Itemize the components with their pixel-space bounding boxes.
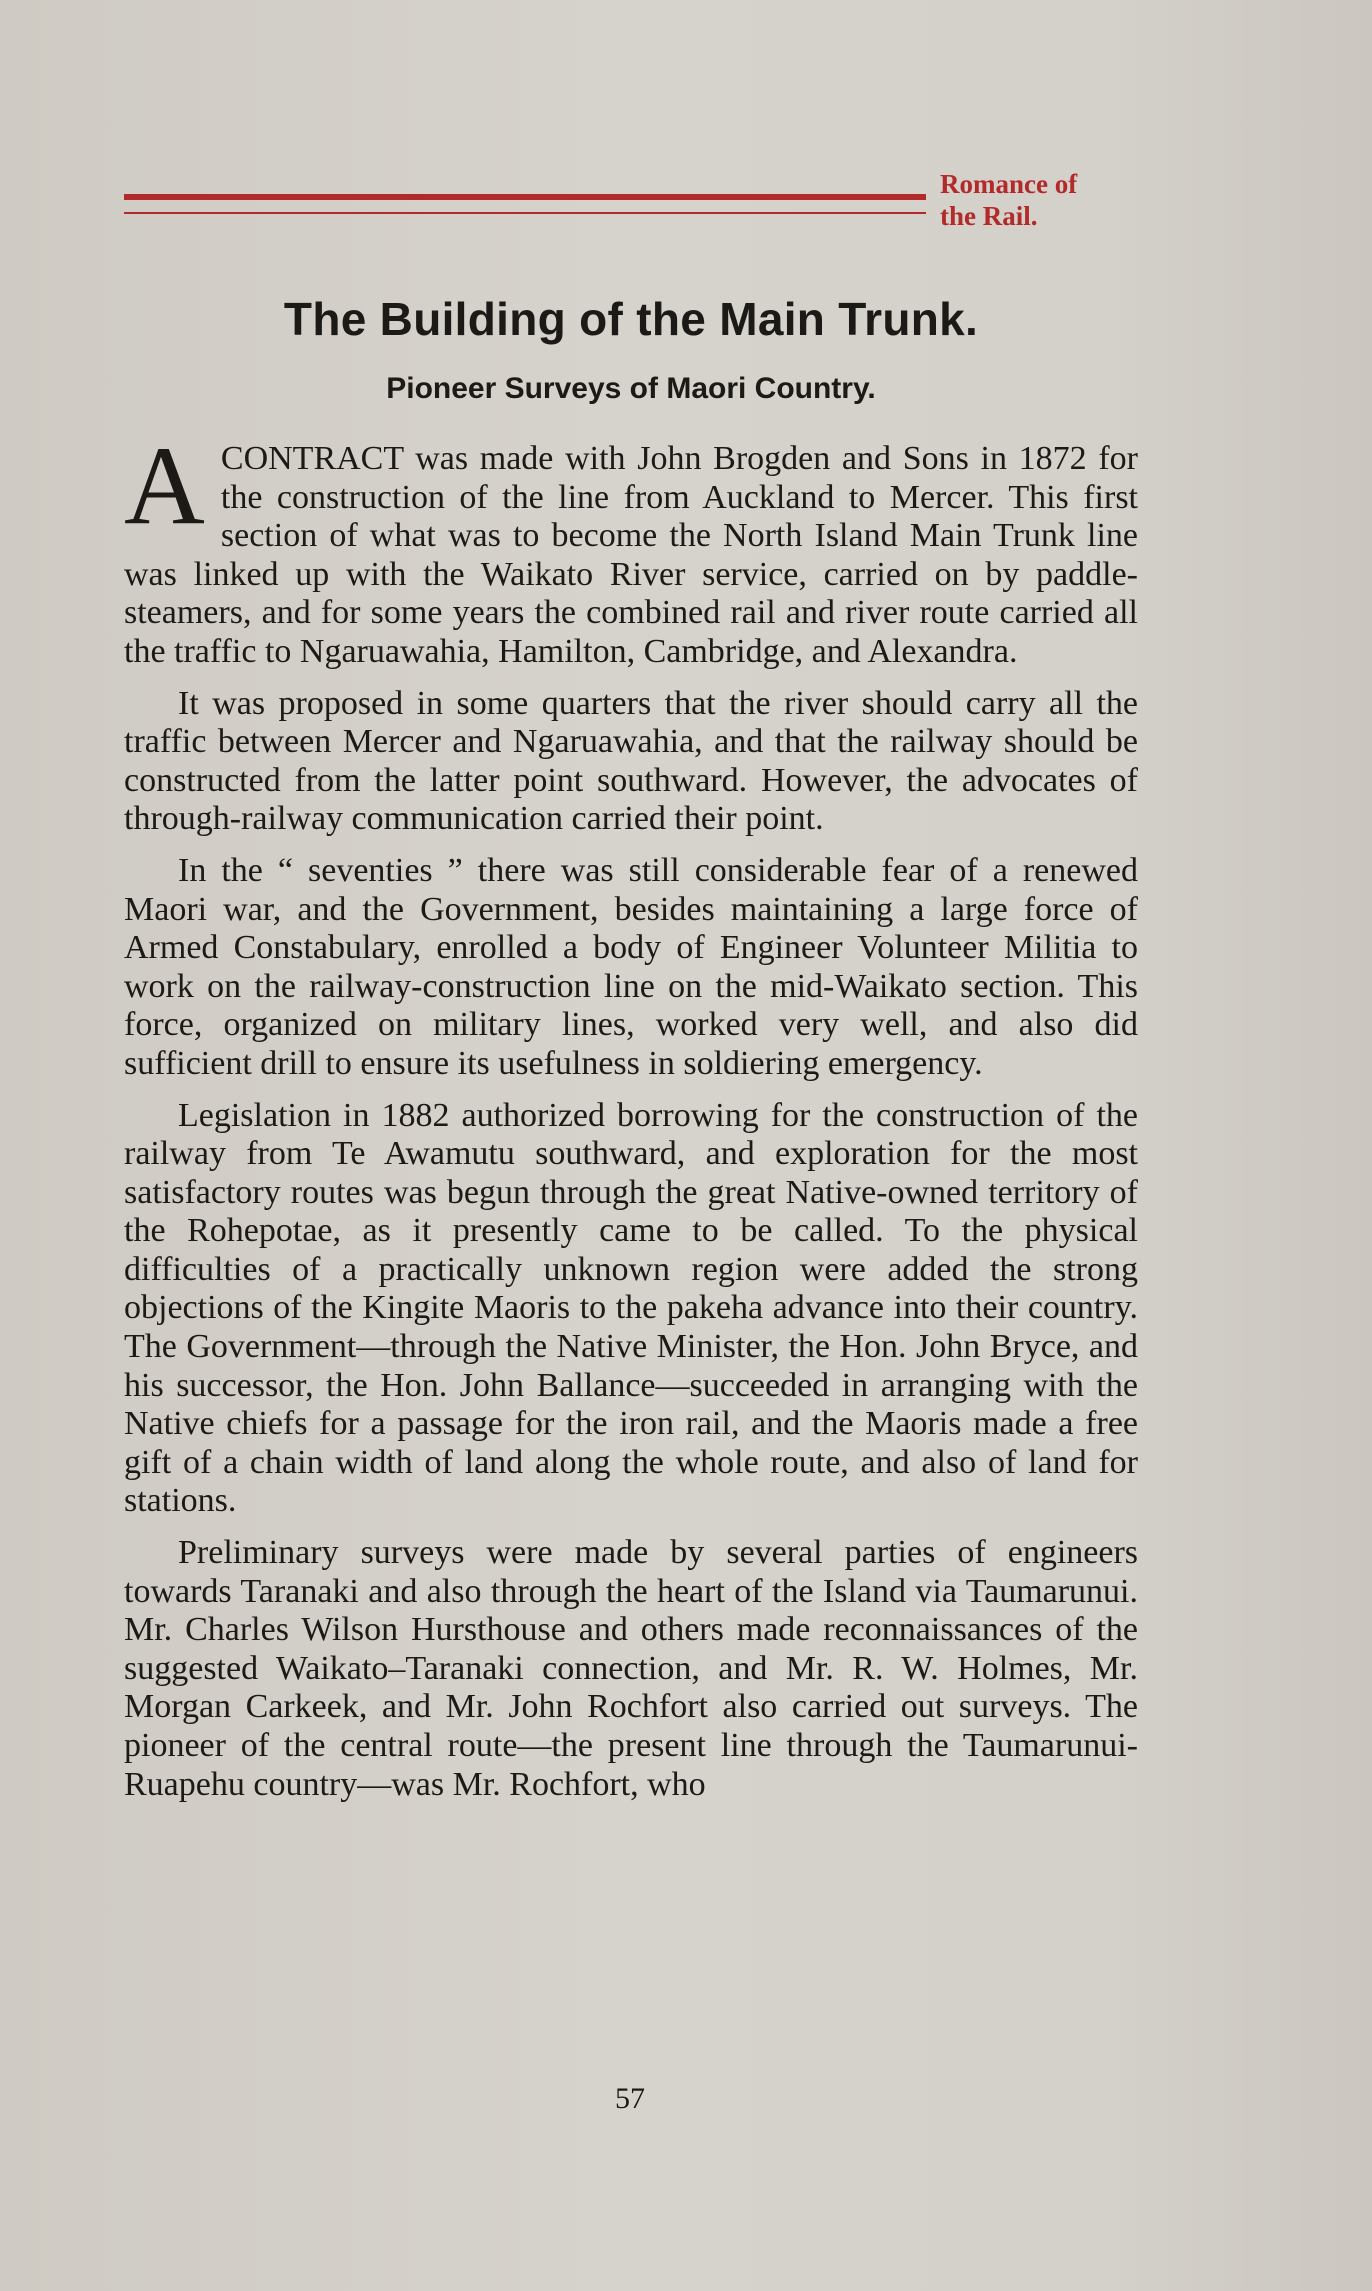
header-rule-thin xyxy=(124,212,926,214)
paragraph-5: Preliminary surveys were made by several parties of engineers towards Taranaki and also through the heart of the Island via Taumarunui. Mr. Charles Wilson Hursthouse and others made reconnaissances of the suggested Waikato–Taranaki connection, and Mr. R. W. Holmes, Mr. Morgan Carkeek, and Mr. John Rochfort also carried out surveys. The pioneer of the central route—the present line through the Taumarunui-Ruapehu country—was Mr. Rochfort, who xyxy=(124,1534,1138,1803)
chapter-title: The Building of the Main Trunk. xyxy=(283,293,979,345)
running-head xyxy=(940,168,1170,232)
paragraph-4: Legislation in 1882 authorized borrowing for the construction of the railway from Te Awamutu southward, and exploration for the most satisfactory routes was begun through the great Native-owned territory of the Rohepotae, as it presently came to be called. To the physical difficulties of a practically unknown region were added the strong objections of the Kingite Maoris to the pakeha advance into their country. The Government—through the Native Minister, the Hon. John Bryce, and his successor, the Hon. John Ballance—succeeded in arranging with the Native chiefs for a passage for the iron rail, and the Maoris made a free gift of a chain width of land along the whole route, and also of land for stations. xyxy=(124,1096,1138,1520)
running-head-line1: Romance of xyxy=(940,169,1078,199)
body-text xyxy=(124,424,1138,1817)
paragraph-1 xyxy=(124,424,1138,672)
page-number: 57 xyxy=(615,2082,645,2115)
drop-cap: A xyxy=(124,424,205,548)
paragraph-2: It was proposed in some quarters that the river should carry all the traffic between Mercer and Ngaruawahia, and that the railway should be constructed from the latter point southward. However, the advocates of through-railway communication carried their point. xyxy=(124,684,1138,838)
header-rule-thick xyxy=(124,194,926,200)
chapter-subtitle: Pioneer Surveys of Maori Country. xyxy=(386,372,876,405)
paragraph-1-text: CONTRACT was made with John Brogden and Sons in 1872 for the construction of the line from Auckland to Mercer. This first section of what was to become the North Island Main Trunk line was linked up with the Waikato River service, carried on by paddle-steamers, and for some years the combined rail and river route carried all the traffic to Ngaruawahia, Hamilton, Cambridge, and Alexandra. xyxy=(124,440,1138,670)
running-head-line2: the Rail. xyxy=(940,201,1038,231)
paragraph-3: In the “ seventies ” there was still considerable fear of a renewed Maori war, and the Government, besides maintaining a large force of Armed Constabulary, enrolled a body of Engineer Volunteer Militia to work on the railway-construction line on the mid-Waikato section. This force, organized on military lines, worked very well, and also did sufficient drill to ensure its usefulness in soldiering emergency. xyxy=(124,851,1138,1082)
